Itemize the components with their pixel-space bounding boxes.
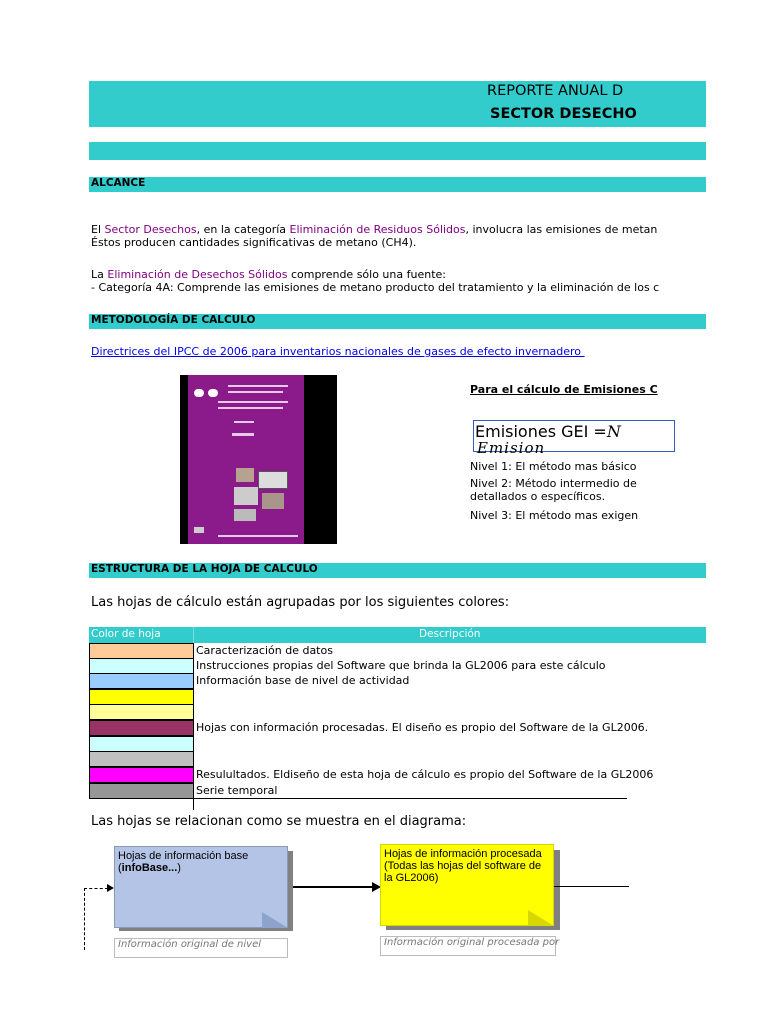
cover-footer-line bbox=[218, 535, 298, 537]
row-description: Información base de nivel de actividad bbox=[196, 674, 410, 687]
cover-volume-text bbox=[234, 421, 254, 423]
alcance-label: ALCANCE bbox=[91, 177, 146, 189]
cover-photo-1 bbox=[236, 468, 254, 482]
table-row bbox=[89, 643, 627, 658]
note1-infobase: infoBase... bbox=[121, 862, 178, 874]
note1-paren-close: ) bbox=[177, 862, 181, 874]
header-divider bbox=[193, 627, 194, 643]
color-swatch bbox=[89, 720, 194, 736]
note1-fold bbox=[262, 912, 288, 928]
cover-subtitle-text bbox=[232, 433, 254, 436]
formula-part-a: Emisiones GEI = bbox=[475, 422, 607, 441]
alcance-paragraph-2 bbox=[91, 268, 660, 296]
report-title-line1: REPORTE ANUAL D bbox=[487, 83, 624, 99]
sub-box-1 bbox=[114, 938, 288, 958]
nivel-1-text: Nivel 1: El método mas básico bbox=[470, 460, 637, 473]
p1-text-a: El bbox=[91, 223, 105, 236]
col-header-descripcion: Descripción bbox=[419, 628, 481, 640]
color-swatch bbox=[89, 643, 194, 659]
dashed-connector-horizontal bbox=[84, 888, 108, 889]
cover-purple-panel bbox=[188, 375, 304, 544]
note1-paren-open: ( bbox=[118, 862, 122, 874]
table-row bbox=[89, 736, 627, 751]
diagram bbox=[80, 840, 629, 950]
table-row bbox=[89, 673, 627, 688]
sub-box-1-text: Información original de nivel bbox=[118, 939, 262, 950]
table-row bbox=[89, 704, 627, 719]
table-row bbox=[89, 689, 627, 704]
p1-text-c: , involucra las emisiones de metan bbox=[465, 223, 658, 236]
p1-line2: Éstos producen cantidades significativas de metano (CH4). bbox=[91, 236, 417, 249]
cover-photo-3 bbox=[234, 487, 258, 505]
formula-part-n: N bbox=[606, 422, 621, 441]
note2-line1: Hojas de información procesada bbox=[384, 848, 542, 860]
alcance-band bbox=[89, 177, 706, 192]
cover-title-lines-4 bbox=[218, 407, 283, 409]
ipcc-guidelines-link[interactable]: Directrices del IPCC de 2006 para inventarios nacionales de gases de efecto invernadero bbox=[91, 345, 585, 358]
table-bottom-border bbox=[89, 798, 627, 799]
cover-photo-5 bbox=[234, 509, 256, 521]
formula-emision: Emision bbox=[477, 439, 546, 457]
cover-logo-dots bbox=[194, 389, 204, 397]
color-swatch bbox=[89, 704, 194, 720]
dashed-arrow-head-icon bbox=[107, 884, 114, 892]
estructura-intro: Las hojas de cálculo están agrupadas por los siguientes colores: bbox=[91, 595, 510, 610]
color-swatch bbox=[89, 783, 194, 799]
sub-box-2-text: Información original procesada por bbox=[384, 937, 560, 948]
cover-title-lines-3 bbox=[218, 401, 288, 403]
row-description: Hojas con información procesadas. El diseño es propio del Software de la GL2006. bbox=[196, 721, 649, 734]
nivel-2-text: Nivel 2: Método intermedio de bbox=[470, 477, 637, 490]
table-row bbox=[89, 767, 654, 782]
row-description: Serie temporal bbox=[196, 784, 278, 797]
color-swatch bbox=[89, 736, 194, 752]
metodologia-label: METODOLOGÍA DE CALCULO bbox=[91, 314, 256, 326]
calculo-title: Para el cálculo de Emisiones C bbox=[470, 383, 658, 396]
note2-line3: la GL2006) bbox=[384, 872, 439, 884]
title-clip bbox=[89, 81, 637, 127]
categoria-text: Eliminación de Residuos Sólidos bbox=[289, 223, 466, 236]
color-swatch bbox=[89, 751, 194, 767]
right-connector-line bbox=[554, 886, 629, 887]
table-row bbox=[89, 783, 627, 798]
cover-title-lines-2 bbox=[228, 391, 283, 393]
color-swatch bbox=[89, 673, 194, 689]
note2-fold bbox=[528, 910, 554, 926]
diagram-intro: Las hojas se relacionan como se muestra en el diagrama: bbox=[91, 814, 467, 829]
sector-desechos-text: Sector Desechos bbox=[104, 223, 197, 236]
nivel-2-text-line2: detallados o específicos. bbox=[470, 490, 606, 503]
note1-line2 bbox=[118, 862, 284, 874]
color-swatch bbox=[89, 658, 194, 674]
note1-line1: Hojas de información base bbox=[118, 850, 249, 862]
table-vertical-divider bbox=[193, 643, 194, 810]
table-header bbox=[89, 627, 706, 643]
note2-line2: (Todas las hojas del software de bbox=[384, 860, 542, 872]
ipcc-book-cover-image bbox=[180, 375, 337, 544]
cover-photo-2 bbox=[258, 471, 288, 489]
report-title-line2: SECTOR DESECHO bbox=[490, 106, 637, 122]
alcance-paragraph-1 bbox=[91, 223, 658, 251]
sub-box-2 bbox=[380, 936, 560, 956]
arrow-line bbox=[293, 886, 373, 888]
table-row bbox=[89, 658, 627, 673]
table-row bbox=[89, 720, 649, 735]
estructura-label: ESTRUCTURA DE LA HOJA DE CALCULO bbox=[91, 563, 318, 575]
cover-photo-4 bbox=[262, 493, 284, 509]
row-description: Instrucciones propias del Software que brinda la GL2006 para este cálculo bbox=[196, 659, 606, 672]
row-description: Resulultados. Eldiseño de esta hoja de cálculo es propio del Software de la GL2006 bbox=[196, 768, 654, 781]
p2-line2: - Categoría 4A: Comprende las emisiones de metano producto del tratamiento y la eliminación de los c bbox=[91, 281, 660, 294]
color-swatch bbox=[89, 767, 194, 783]
cover-title-lines bbox=[228, 385, 288, 387]
p1-text-b: , en la categoría bbox=[196, 223, 290, 236]
empty-band bbox=[89, 142, 706, 160]
col-header-color: Color de hoja bbox=[91, 628, 161, 640]
row-description: Caracterización de datos bbox=[196, 644, 333, 657]
calculo-section bbox=[468, 380, 658, 530]
cover-logo-box bbox=[194, 527, 204, 533]
p2-text-a: La bbox=[91, 268, 108, 281]
color-swatch bbox=[89, 689, 194, 705]
cover-logo-dots-2 bbox=[208, 389, 218, 397]
nivel-3-text: Nivel 3: El método mas exigen bbox=[470, 509, 639, 522]
dashed-connector-vertical bbox=[84, 888, 85, 950]
table-row bbox=[89, 751, 627, 766]
eliminacion-text: Eliminación de Desechos Sólidos bbox=[107, 268, 288, 281]
p2-text-b: comprende sólo una fuente: bbox=[287, 268, 446, 281]
